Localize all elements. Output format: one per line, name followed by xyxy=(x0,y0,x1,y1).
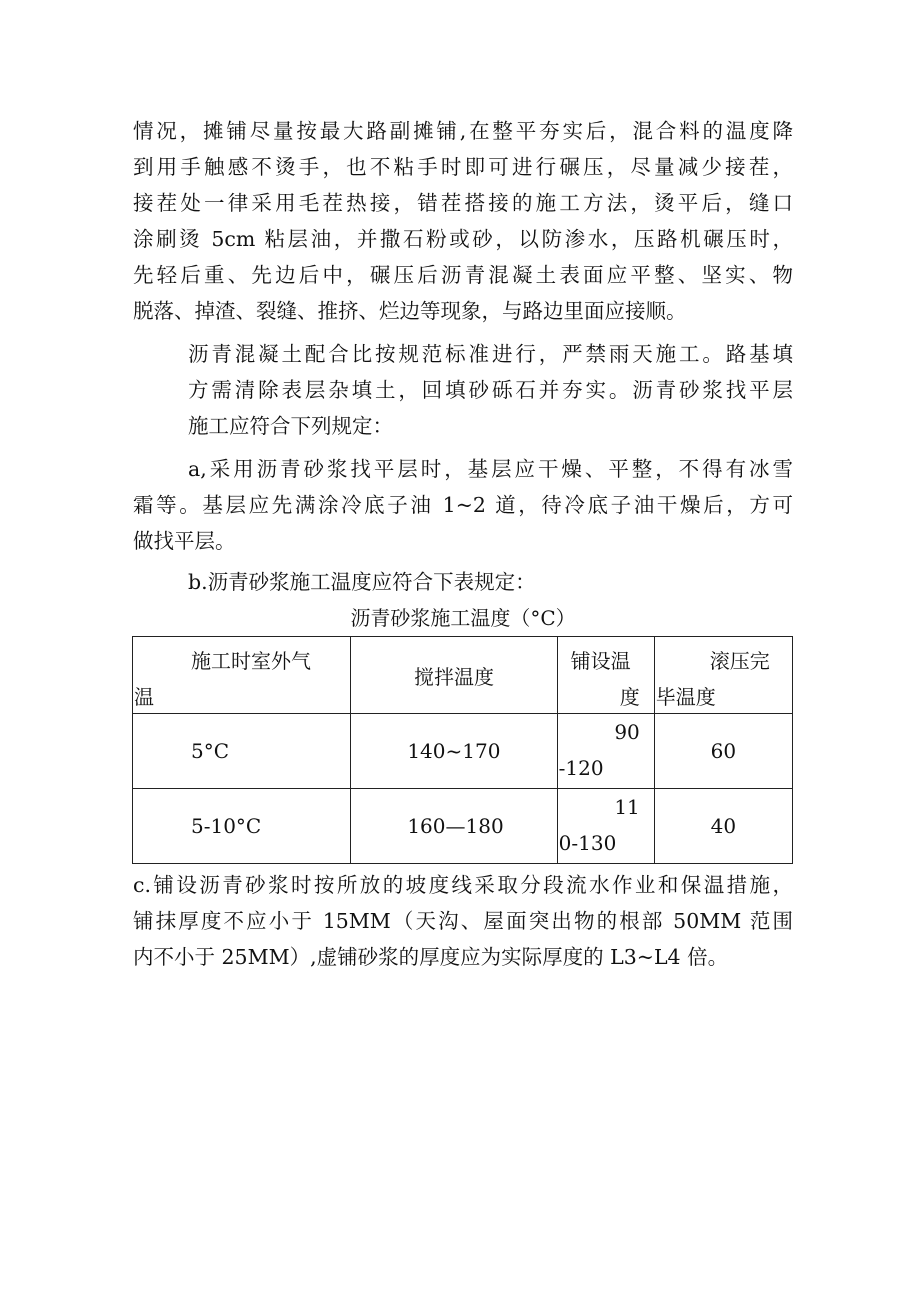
temperature-table xyxy=(132,636,793,864)
header-text: 毕温度 xyxy=(655,685,716,709)
cell-text: -120 xyxy=(558,756,604,780)
paragraph-line: 霜等。基层应先满涂冷底子油 1~2 道，待冷底子油干燥后，方可 xyxy=(133,493,793,517)
paragraph-line: 情况，摊铺尽量按最大路副摊铺,在整平夯实后，混合料的温度降 xyxy=(133,119,793,143)
paragraph-line: 到用手触感不烫手，也不粘手时即可进行碾压，尽量减少接茬， xyxy=(133,155,793,179)
table-row xyxy=(133,789,793,864)
paragraph-line: 方需清除表层杂填土，回填砂砾石并夯实。沥青砂浆找平层 xyxy=(188,378,793,402)
paragraph-line: 做找平层。 xyxy=(133,529,236,553)
cell-text: 60 xyxy=(710,739,737,763)
paragraph-line: 涂刷烫 5cm 粘层油，并撒石粉或砂，以防渗水，压路机碾压时， xyxy=(133,227,793,251)
header-text: 滚压完 xyxy=(709,649,770,673)
cell-text: 40 xyxy=(710,814,737,838)
paragraph-line: 内不小于 25MM）,虚铺砂浆的厚度应为实际厚度的 L3~L4 倍。 xyxy=(133,945,729,969)
header-text: 搅拌温度 xyxy=(413,664,494,689)
cell-mixing xyxy=(351,714,557,789)
cell-text: 5-10°C xyxy=(191,814,262,838)
paragraph-line: c.铺设沥青砂浆时按所放的坡度线采取分段流水作业和保温措施， xyxy=(133,873,793,897)
header-text: 度 xyxy=(619,685,640,709)
table-header-row xyxy=(133,637,793,714)
header-text: 铺设温 xyxy=(570,649,631,673)
header-text: 施工时室外气 xyxy=(191,649,311,673)
cell-mixing xyxy=(351,789,557,864)
paragraph-line: 施工应符合下列规定： xyxy=(188,414,393,438)
cell-outdoor xyxy=(133,789,351,864)
header-rolling-temp xyxy=(654,637,792,714)
cell-laying xyxy=(557,714,654,789)
paragraph-line: 脱落、掉渣、裂缝、推挤、烂边等现象，与路边里面应接顺。 xyxy=(133,299,687,323)
paragraph-line: 沥青混凝土配合比按规范标准进行，严禁雨天施工。路基填 xyxy=(188,342,793,366)
cell-rolling xyxy=(654,714,792,789)
header-text: 温 xyxy=(134,685,154,709)
paragraph-line: b.沥青砂浆施工温度应符合下表规定： xyxy=(188,570,536,594)
cell-laying xyxy=(557,789,654,864)
paragraph-line: a,采用沥青砂浆找平层时，基层应干燥、平整，不得有冰雪 xyxy=(188,457,793,481)
table-row xyxy=(133,714,793,789)
paragraph-line: 铺抹厚度不应小于 15MM（天沟、屋面突出物的根部 50MM 范围 xyxy=(133,909,793,933)
cell-text: 11 xyxy=(614,795,640,819)
cell-outdoor xyxy=(133,714,351,789)
paragraph-line: 先轻后重、先边后中，碾压后沥青混凝土表面应平整、坚实、物 xyxy=(133,263,793,287)
header-outdoor-temp xyxy=(133,637,351,714)
header-mixing-temp xyxy=(351,637,557,714)
header-laying-temp xyxy=(557,637,654,714)
cell-text: 5°C xyxy=(191,739,230,763)
table-caption: 沥青砂浆施工温度（°C） xyxy=(350,606,576,630)
cell-text: 160—180 xyxy=(407,814,504,838)
cell-text: 90 xyxy=(614,720,640,744)
cell-text: 0-130 xyxy=(558,831,617,855)
cell-text: 140~170 xyxy=(407,739,501,763)
paragraph-line: 接茬处一律采用毛茬热接，错茬搭接的施工方法，烫平后，缝口 xyxy=(133,191,793,215)
cell-rolling xyxy=(654,789,792,864)
